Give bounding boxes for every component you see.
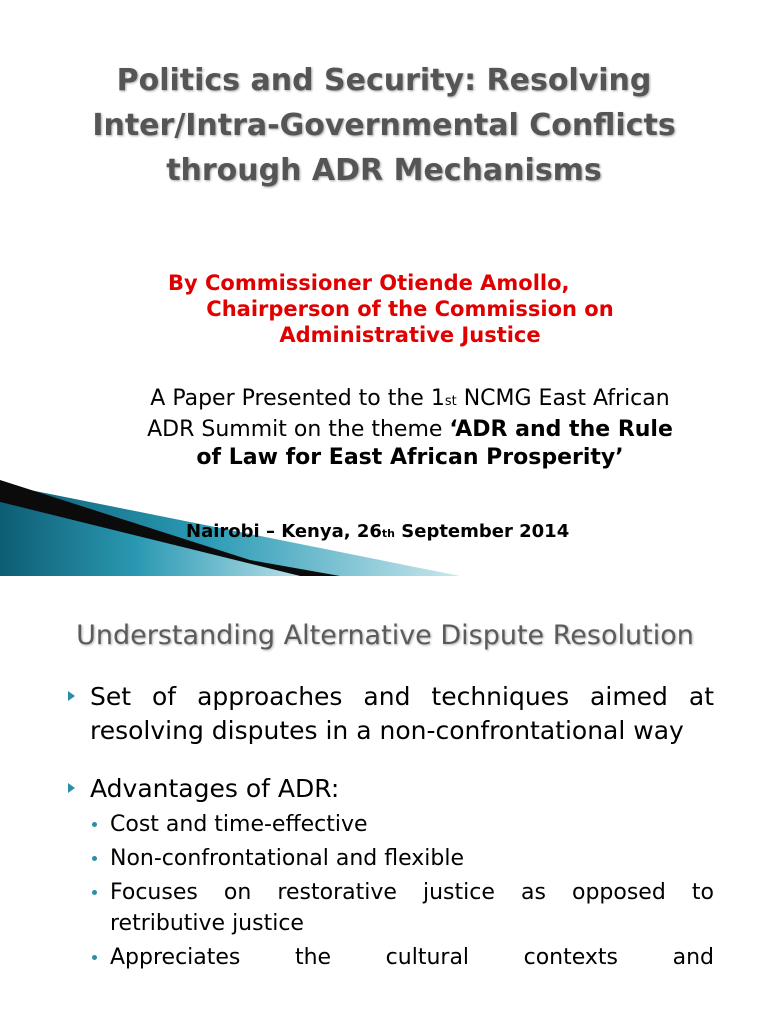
- sub-bullet-text: Appreciates the cultural contexts and: [110, 945, 714, 970]
- sub-bullet-text: Cost and time-effective: [110, 812, 368, 837]
- bullet-text: Advantages of ADR:: [90, 774, 340, 803]
- list-item: [68, 809, 714, 840]
- title-line-2: Inter/Intra-Governmental Conflicts: [92, 108, 676, 143]
- sub-bullet-text: Non-confrontational and flexible: [110, 846, 464, 871]
- list-item: [68, 843, 714, 874]
- slide-title: [30, 58, 738, 193]
- paper-text-pre: A Paper Presented to the 1: [150, 386, 445, 411]
- author-byline: [100, 270, 720, 348]
- list-item: [68, 680, 714, 748]
- paper-text-line2: ADR Summit on the theme: [147, 417, 450, 442]
- place-date-pre: Nairobi – Kenya, 26: [186, 521, 382, 542]
- sub-bullet-text: Focuses on restorative justice as opposed to retributive justice: [110, 880, 714, 936]
- title-line-1: Politics and Security: Resolving: [116, 63, 652, 98]
- byline-line-2: Chairperson of the Commission on: [206, 297, 614, 321]
- paper-theme-1: ‘ADR and the Rule: [449, 417, 673, 442]
- list-item: [68, 942, 714, 973]
- paper-theme-2: of Law for East African Prosperity’: [196, 445, 624, 470]
- content-slide: [0, 580, 768, 1024]
- slide-title: Understanding Alternative Dispute Resolution: [76, 620, 694, 651]
- date-ordinal: th: [381, 527, 395, 540]
- bullet-list: [68, 680, 714, 973]
- bullet-text: Set of approaches and techniques aimed at resolving disputes in a non-confrontational way: [90, 682, 714, 745]
- list-item: [68, 772, 714, 806]
- byline-line-3: Administrative Justice: [279, 323, 541, 347]
- paper-ordinal: st: [444, 394, 457, 409]
- triangle-bullet-icon: [68, 691, 75, 701]
- place-date-post: September 2014: [395, 521, 570, 542]
- paper-text-mid: NCMG East African: [456, 386, 670, 411]
- list-item: [68, 877, 714, 939]
- byline-line-1: By Commissioner Otiende Amollo,: [168, 271, 570, 295]
- title-line-3: through ADR Mechanisms: [166, 153, 602, 188]
- dot-bullet-icon: [92, 856, 97, 861]
- dot-bullet-icon: [92, 822, 97, 827]
- place-and-date: [186, 520, 646, 546]
- dot-bullet-icon: [92, 890, 97, 895]
- paper-description: [96, 385, 724, 472]
- dot-bullet-icon: [92, 955, 97, 960]
- triangle-bullet-icon: [68, 783, 75, 793]
